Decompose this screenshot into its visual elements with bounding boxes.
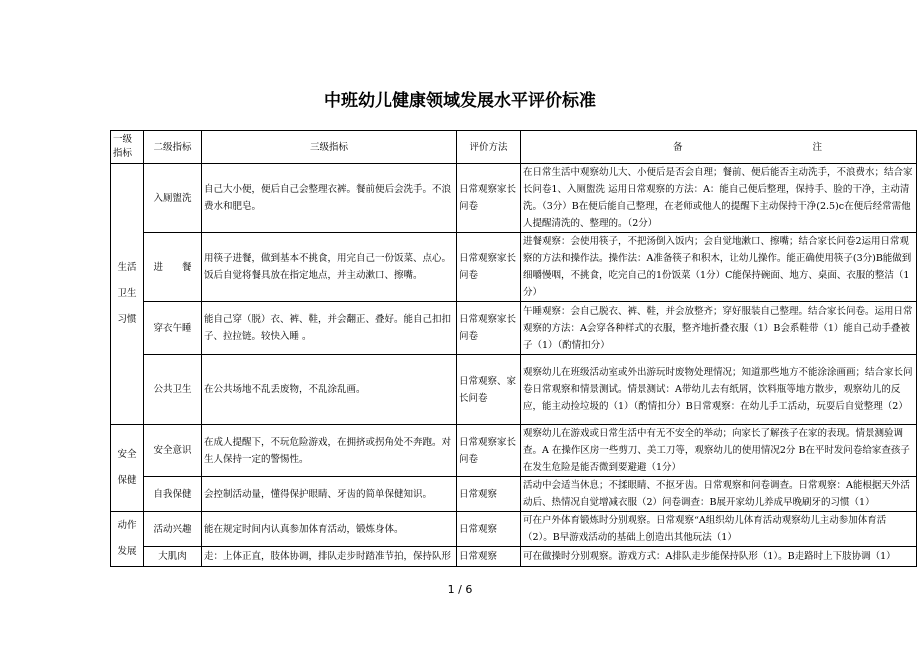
level3-cell: 在成人提醒下，不玩危险游戏，在拥挤或拐角处不奔跑。对生人保持一定的警惕性。 bbox=[202, 425, 457, 477]
header-method: 评价方法 bbox=[457, 131, 521, 164]
notes-cell: 进餐观察：会使用筷子，不把汤倒入饭内；会自觉地漱口、擦嘴；结合家长问卷2运用日常观察的方法和操作法。操作法：A准备筷子和积木，让幼儿操作。能正确使用筷子(3分)B能做到细嚼慢咽，不挑食，吃完自己的1份饭菜（1分）C能保持碗面、地方、桌面、衣服的整洁（1分） bbox=[521, 233, 917, 302]
method-cell: 日常观察家长问卷 bbox=[457, 164, 521, 233]
table-row bbox=[111, 164, 917, 233]
header-level3: 三级指标 bbox=[202, 131, 457, 164]
notes-cell: 观察幼儿在班级活动室或外出游玩时废物处理情况；知道那些地方不能涂涂画画；结合家长问卷日常观察和情景测试。情景测试：A带幼儿去有纸屑，饮料瓶等地方散步，观察幼儿的反应，能主动捡垃圾的（1）（酌情扣分）B日常观察：在幼儿手工活动，玩耍后自觉整理（2） bbox=[521, 355, 917, 425]
level1-label-line: 动作 bbox=[117, 520, 137, 531]
level1-label-line: 生活 bbox=[117, 262, 137, 273]
table-row bbox=[111, 425, 917, 477]
table-row bbox=[111, 512, 917, 547]
page-number: 1 / 6 bbox=[447, 583, 473, 596]
level1-label-line: 保健 bbox=[117, 475, 137, 486]
table-row bbox=[111, 547, 917, 567]
level1-label-line: 安全 bbox=[117, 449, 137, 460]
level2-cell: 大肌肉 bbox=[144, 547, 202, 567]
header-notes bbox=[521, 131, 917, 164]
document-title: 中班幼儿健康领域发展水平评价标准 bbox=[324, 91, 596, 111]
level2-cell: 进 餐 bbox=[144, 233, 202, 302]
level2-cell: 自我保健 bbox=[144, 477, 202, 512]
method-cell: 日常观察家长问卷 bbox=[457, 233, 521, 302]
table-row bbox=[111, 233, 917, 302]
notes-cell: 可在做操时分别观察。游戏方式：A排队走步能保持队形（1）。B走路时上下肢协调（1） bbox=[521, 547, 917, 567]
header-notes-a: 备 bbox=[673, 141, 683, 153]
method-cell: 日常观察、家长问卷 bbox=[457, 355, 521, 425]
method-cell: 日常观察家长问卷 bbox=[457, 302, 521, 355]
level3-cell: 用筷子进餐，做到基本不挑食，用完自己一份饭菜、点心。饭后自觉将餐具放在指定地点，并主动漱口、擦嘴。 bbox=[202, 233, 457, 302]
level3-cell: 走：上体正直，肢体协调，排队走步时踏准节拍，保持队形 bbox=[202, 547, 457, 567]
table-row bbox=[111, 477, 917, 512]
method-cell: 日常观察 bbox=[457, 477, 521, 512]
table-row bbox=[111, 355, 917, 425]
level3-cell: 能在规定时间内认真参加体育活动，锻炼身体。 bbox=[202, 512, 457, 547]
level2-cell: 穿衣午睡 bbox=[144, 302, 202, 355]
level2-cell: 公共卫生 bbox=[144, 355, 202, 425]
notes-cell: 可在户外体育锻炼时分别观察。日常观察“A组织幼儿体育活动观察幼儿主动参加体育活（2）。B早游戏活动的基础上创造出其他玩法（1） bbox=[521, 512, 917, 547]
level2-cell: 入厕盥洗 bbox=[144, 164, 202, 233]
level3-cell: 在公共场地不乱丢废物，不乱涂乱画。 bbox=[202, 355, 457, 425]
evaluation-table bbox=[110, 130, 917, 567]
method-cell: 日常观察 bbox=[457, 512, 521, 547]
header-level2: 二级指标 bbox=[144, 131, 202, 164]
notes-cell: 观察幼儿在游戏或日常生活中有无不安全的举动；向家长了解孩子在家的表现。情景测验调查。A 在操作区房一些剪刀、美工刀等，观察幼儿的使用情况2分 B在平时发问卷给家查孩子在发生危险是能否微到要避避（1分） bbox=[521, 425, 917, 477]
level3-cell: 能自己穿（脱）衣、裤、鞋，并会翻正、叠好。能自己扣扣子、拉拉链。较快入睡 。 bbox=[202, 302, 457, 355]
table-row bbox=[111, 302, 917, 355]
level1-label-line: 发展 bbox=[117, 546, 137, 557]
notes-cell: 活动中会适当休息；不揉眼睛、不抠牙齿。日常观察和问卷调查。日常观察：A能根据天外活动后、热情况自觉增减衣服（2）问卷调查：B展开家幼儿养成早晚刷牙的习惯（1） bbox=[521, 477, 917, 512]
header-row bbox=[111, 131, 917, 164]
notes-cell: 在日常生活中观察幼儿大、小便后是否会自理；餐前、便后能否主动洗手，不浪费水；结合家长问卷1、入厕盥洗 运用日常观察的方法：A：能自己便后整理，保持手、脸的干净，主动清洗。（3分）B在便后能自己整理，在老师或他人的提醒下主动保持干净(2.5)c在便后经常需他人提醒清洗的、整理的。（2分） bbox=[521, 164, 917, 233]
method-cell: 日常观察 bbox=[457, 547, 521, 567]
level1-label-line: 卫生 bbox=[117, 288, 137, 299]
header-level1: 一级指标 bbox=[111, 131, 144, 164]
method-cell: 日常观察家长问卷 bbox=[457, 425, 521, 477]
notes-cell: 午睡观察：会自己脱衣、裤、鞋，并会放整齐；穿好服装自己整理。结合家长问卷。运用日常观察的方法：A会穿各种样式的衣服，整齐地折叠衣服（1）B会系鞋带（1）能自己动手叠被子（1）（酌情扣分） bbox=[521, 302, 917, 355]
level1-cell bbox=[111, 512, 144, 567]
level1-cell bbox=[111, 164, 144, 425]
level3-cell: 自己大小便，便后自己会整理衣裤。餐前便后会洗手。不浪费水和肥皂。 bbox=[202, 164, 457, 233]
level1-cell bbox=[111, 425, 144, 512]
level1-label-line: 习惯 bbox=[117, 314, 137, 325]
header-notes-b: 注 bbox=[812, 141, 822, 153]
level2-cell: 活动兴趣 bbox=[144, 512, 202, 547]
level3-cell: 会控制活动量，懂得保护眼睛、牙齿的简单保健知识。 bbox=[202, 477, 457, 512]
level2-cell: 安全意识 bbox=[144, 425, 202, 477]
